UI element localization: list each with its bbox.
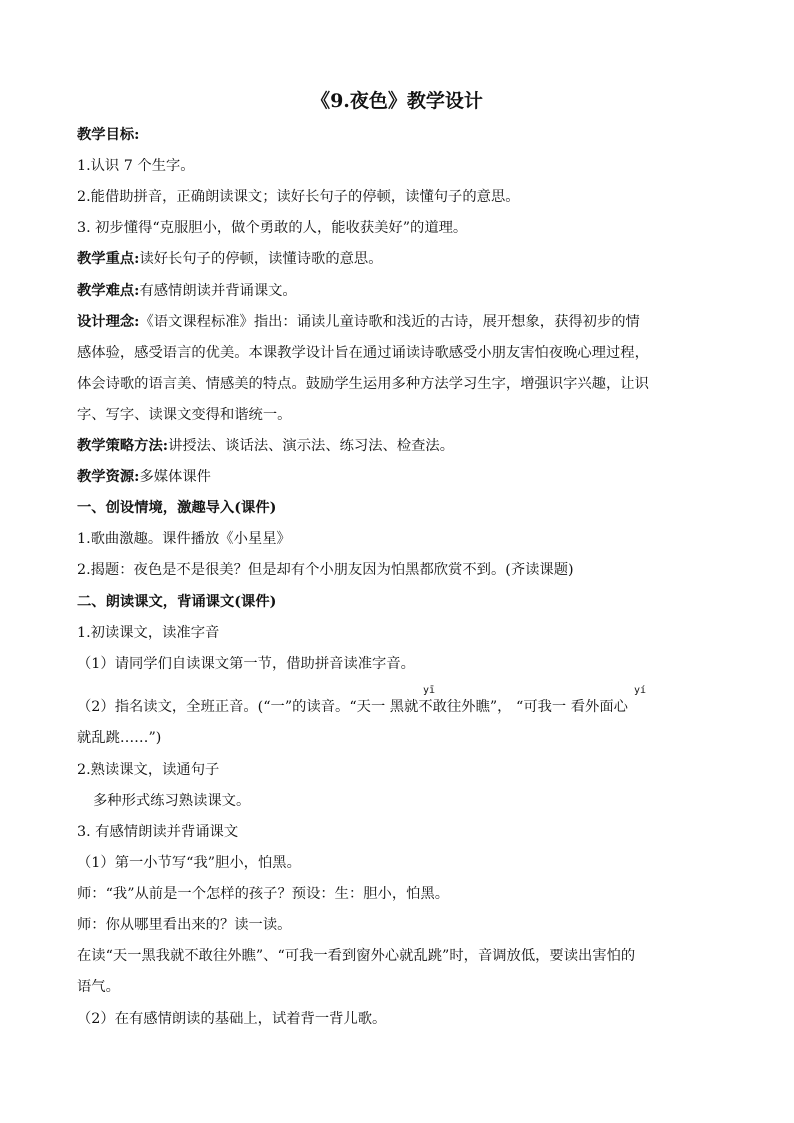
objective-2: 2.能借助拼音，正确朗读课文；读好长句子的停顿，读懂句子的意思。 bbox=[77, 189, 520, 205]
section-2-item-3-e: （2）在有感情朗读的基础上，试着背一背儿歌。 bbox=[77, 1011, 387, 1027]
key-point-paragraph bbox=[77, 249, 717, 269]
section-2-item-1: 1.初读课文，读准字音 bbox=[77, 625, 220, 641]
strategy-text: 讲授法、谈话法、演示法、练习法、检查法。 bbox=[168, 438, 454, 454]
concept-text-2: 感体验，感受语言的优美。本课教学设计旨在通过诵读诗歌感受小朋友害怕夜晚心理过程， bbox=[77, 345, 649, 361]
document-title: 《9.夜色》教学设计 bbox=[311, 90, 483, 112]
section-2-heading: 二、朗读课文，背诵课文(课件) bbox=[77, 594, 277, 610]
section-2-item-2-a: 多种形式练习熟读课文。 bbox=[93, 793, 251, 809]
concept-paragraph-line-1 bbox=[77, 312, 717, 332]
concept-label: 设计理念: bbox=[77, 314, 140, 330]
difficulty-label: 教学难点: bbox=[77, 283, 140, 299]
section-2-item-1-b-line-2: 就乱跳……”) bbox=[77, 730, 162, 746]
section-1-heading: 一、创设情境，激趣导入(课件) bbox=[77, 500, 277, 516]
difficulty-paragraph bbox=[77, 281, 717, 301]
concept-text-3: 体会诗歌的语言美、情感美的特点。鼓励学生运用多种方法学习生字，增强识字兴趣，让识 bbox=[77, 376, 649, 392]
resource-paragraph bbox=[77, 467, 717, 487]
section-2-item-1-b-line-1: （2）指名读文，全班正音。(“一”的读音。“天一 黑就不敢往外瞧”， “可我一 看外面心 bbox=[77, 699, 628, 715]
section-2-item-2: 2.熟读课文，读通句子 bbox=[77, 762, 220, 778]
strategy-label: 教学策略方法: bbox=[77, 438, 169, 454]
objective-1: 1.认识 7 个生字。 bbox=[77, 158, 195, 174]
section-2-item-3-d-line-2: 语气。 bbox=[77, 979, 120, 995]
key-point-label: 教学重点: bbox=[77, 251, 140, 267]
section-2-item-3-a: （1）第一小节写“我”胆小，怕黑。 bbox=[77, 855, 301, 871]
section-1-item-2: 2.揭题：夜色是不是很美？但是却有个小朋友因为怕黑都欣赏不到。(齐读课题) bbox=[77, 562, 574, 578]
strategy-paragraph bbox=[77, 436, 717, 456]
objective-3: 3. 初步懂得“克服胆小，做个勇敢的人，能收获美好”的道理。 bbox=[77, 220, 468, 236]
section-2-item-3: 3. 有感情朗读并背诵课文 bbox=[77, 824, 239, 840]
pinyin-annotation-2: yí bbox=[634, 685, 647, 696]
key-point-text: 读好长句子的停顿，读懂诗歌的意思。 bbox=[139, 251, 383, 267]
section-2-item-1-a: （1）请同学们自读课文第一节，借助拼音读准字音。 bbox=[77, 656, 415, 672]
section-2-item-3-c: 师：你从哪里看出来的？读一读。 bbox=[77, 917, 292, 933]
section-2-item-3-b: 师：“我”从前是一个怎样的孩子？预设：生：胆小，怕黑。 bbox=[77, 886, 450, 902]
objectives-heading: 教学目标: bbox=[77, 127, 140, 143]
pinyin-annotation-1: yī bbox=[423, 685, 436, 696]
concept-text-4: 字、写字、读课文变得和谐统一。 bbox=[77, 407, 292, 423]
section-2-item-3-d-line-1: 在读“天一黑我就不敢往外瞧”、“可我一看到窗外心就乱跳”时，音调放低，要读出害怕的 bbox=[77, 948, 636, 964]
difficulty-text: 有感情朗读并背诵课文。 bbox=[139, 283, 297, 299]
resource-label: 教学资源: bbox=[77, 469, 140, 485]
resource-text: 多媒体课件 bbox=[139, 469, 211, 485]
concept-text-1: 《语文课程标准》指出：诵读儿童诗歌和浅近的古诗，展开想象，获得初步的情 bbox=[139, 314, 640, 330]
section-1-item-1: 1.歌曲激趣。课件播放《小星星》 bbox=[77, 531, 291, 547]
